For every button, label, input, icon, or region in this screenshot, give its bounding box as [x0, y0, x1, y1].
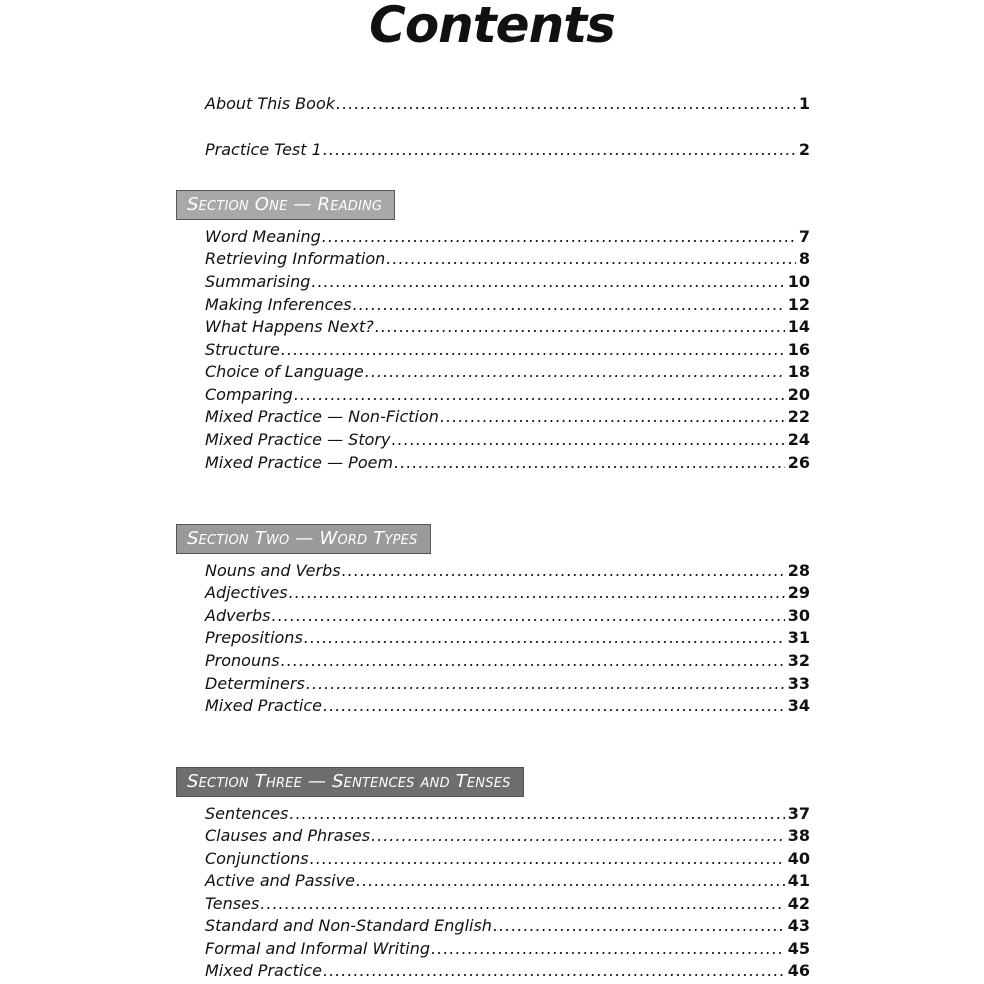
leader-dots — [271, 605, 784, 627]
toc-entry-label: Word Meaning — [205, 227, 321, 246]
leader-dots — [353, 294, 785, 316]
leader-dots — [356, 870, 785, 892]
leader-dots — [431, 938, 785, 960]
toc-entry-label: Pronouns — [205, 651, 280, 670]
leader-dots — [322, 226, 796, 248]
toc-entry[interactable] — [205, 605, 810, 627]
toc-entry-page: 37 — [787, 804, 810, 823]
toc-entry-page: 30 — [787, 606, 810, 625]
toc-entry-page: 31 — [787, 628, 810, 647]
toc-entry[interactable] — [205, 429, 810, 451]
toc-entry-label: Nouns and Verbs — [205, 561, 341, 580]
toc-entry-page: 14 — [787, 317, 810, 336]
toc-entry-page: 7 — [798, 227, 810, 246]
toc-entry[interactable] — [205, 560, 810, 582]
leader-dots — [294, 384, 785, 406]
toc-entry-label: Formal and Informal Writing — [205, 939, 431, 958]
leader-dots — [493, 915, 785, 937]
leader-dots — [365, 361, 785, 383]
toc-entry-label: Making Inferences — [205, 295, 352, 314]
leader-dots — [281, 650, 785, 672]
toc-entry-page: 38 — [787, 826, 810, 845]
toc-entry-label: Determiners — [205, 674, 305, 693]
leader-dots — [323, 695, 785, 717]
leader-dots — [375, 316, 785, 338]
toc-entry[interactable] — [205, 825, 810, 847]
toc-entry-label: Choice of Language — [205, 362, 364, 381]
toc-entry-page: 43 — [787, 916, 810, 935]
toc-entry-label: Conjunctions — [205, 849, 309, 868]
toc-entry-label: Practice Test 1 — [205, 140, 322, 159]
toc-entry-page: 34 — [787, 696, 810, 715]
toc-entry-page: 33 — [787, 674, 810, 693]
leader-dots — [323, 139, 796, 161]
toc-entry[interactable] — [205, 960, 810, 982]
toc-entry[interactable] — [205, 452, 810, 474]
toc-entry-page: 2 — [798, 140, 810, 159]
toc-entry-page: 18 — [787, 362, 810, 381]
leader-dots — [260, 893, 784, 915]
toc-entry[interactable] — [205, 384, 810, 406]
leader-dots — [371, 825, 785, 847]
toc-entry-label: Retrieving Information — [205, 249, 386, 268]
leader-dots — [304, 627, 785, 649]
toc-entry[interactable] — [205, 673, 810, 695]
toc-entry-label: Summarising — [205, 272, 311, 291]
toc-entry[interactable] — [205, 893, 810, 915]
toc-entry[interactable] — [205, 582, 810, 604]
toc-entry[interactable] — [205, 294, 810, 316]
toc-entry-page: 45 — [787, 939, 810, 958]
toc-entry-page: 16 — [787, 340, 810, 359]
toc-entry-page: 8 — [798, 249, 810, 268]
toc-entry-page: 12 — [787, 295, 810, 314]
toc-entry[interactable] — [205, 848, 810, 870]
toc-entry[interactable] — [205, 695, 810, 717]
toc-entry[interactable] — [205, 938, 810, 960]
toc-entry-page: 46 — [787, 961, 810, 980]
toc-entry-label: Mixed Practice — Poem — [205, 453, 394, 472]
toc-entry-label: Clauses and Phrases — [205, 826, 371, 845]
toc-entry-page: 10 — [787, 272, 810, 291]
toc-entry[interactable] — [205, 803, 810, 825]
toc-entry-label: Active and Passive — [205, 871, 355, 890]
toc-entry[interactable] — [205, 915, 810, 937]
page-title: Contents — [369, 0, 615, 54]
toc-entry-page: 32 — [787, 651, 810, 670]
toc-entry-practice-test-1[interactable] — [205, 139, 810, 161]
toc-entry-page: 42 — [787, 894, 810, 913]
leader-dots — [289, 803, 784, 825]
toc-entry[interactable] — [205, 406, 810, 428]
leader-dots — [289, 582, 785, 604]
toc-entry-label: Adverbs — [205, 606, 271, 625]
toc-entry[interactable] — [205, 650, 810, 672]
toc-entry-label: Standard and Non-Standard English — [205, 916, 492, 935]
toc-entry-label: Mixed Practice — Non-Fiction — [205, 407, 439, 426]
toc-entry-about-this-book[interactable] — [205, 93, 810, 115]
toc-entry-label: What Happens Next? — [205, 317, 374, 336]
toc-entry-page: 28 — [787, 561, 810, 580]
toc-entry[interactable] — [205, 226, 810, 248]
toc-entry[interactable] — [205, 316, 810, 338]
toc-entry-label: Mixed Practice — [205, 696, 322, 715]
toc-entry-label: Adjectives — [205, 583, 288, 602]
toc-entry[interactable] — [205, 361, 810, 383]
toc-entry[interactable] — [205, 248, 810, 270]
toc-entry-page: 22 — [787, 407, 810, 426]
section-heading-reading: Section One — Reading — [176, 190, 395, 220]
leader-dots — [391, 429, 784, 451]
leader-dots — [386, 248, 796, 270]
leader-dots — [394, 452, 785, 474]
toc-entry-label: Tenses — [205, 894, 260, 913]
toc-entry-page: 41 — [787, 871, 810, 890]
section-heading-word-types: Section Two — Word Types — [176, 524, 431, 554]
leader-dots — [306, 673, 785, 695]
toc-entry-label: Prepositions — [205, 628, 303, 647]
toc-entry-page: 26 — [787, 453, 810, 472]
leader-dots — [323, 960, 785, 982]
toc-entry-page: 40 — [787, 849, 810, 868]
toc-entry-label: Mixed Practice — Story — [205, 430, 391, 449]
toc-entry-page: 24 — [787, 430, 810, 449]
leader-dots — [440, 406, 785, 428]
toc-entry-label: Mixed Practice — [205, 961, 322, 980]
toc-entry-label: Structure — [205, 340, 280, 359]
leader-dots — [281, 339, 785, 361]
toc-entry-page: 1 — [798, 94, 810, 113]
leader-dots — [311, 271, 784, 293]
toc-entry[interactable] — [205, 271, 810, 293]
leader-dots — [310, 848, 785, 870]
toc-entry[interactable] — [205, 870, 810, 892]
toc-entry[interactable] — [205, 339, 810, 361]
toc-entry-page: 29 — [787, 583, 810, 602]
leader-dots — [336, 93, 796, 115]
toc-entry-page: 20 — [787, 385, 810, 404]
leader-dots — [342, 560, 785, 582]
toc-entry-label: Comparing — [205, 385, 293, 404]
toc-entry-label: About This Book — [205, 94, 335, 113]
toc-entry[interactable] — [205, 627, 810, 649]
toc-entry-label: Sentences — [205, 804, 289, 823]
section-heading-sentences-and-tenses: Section Three — Sentences and Tenses — [176, 767, 524, 797]
